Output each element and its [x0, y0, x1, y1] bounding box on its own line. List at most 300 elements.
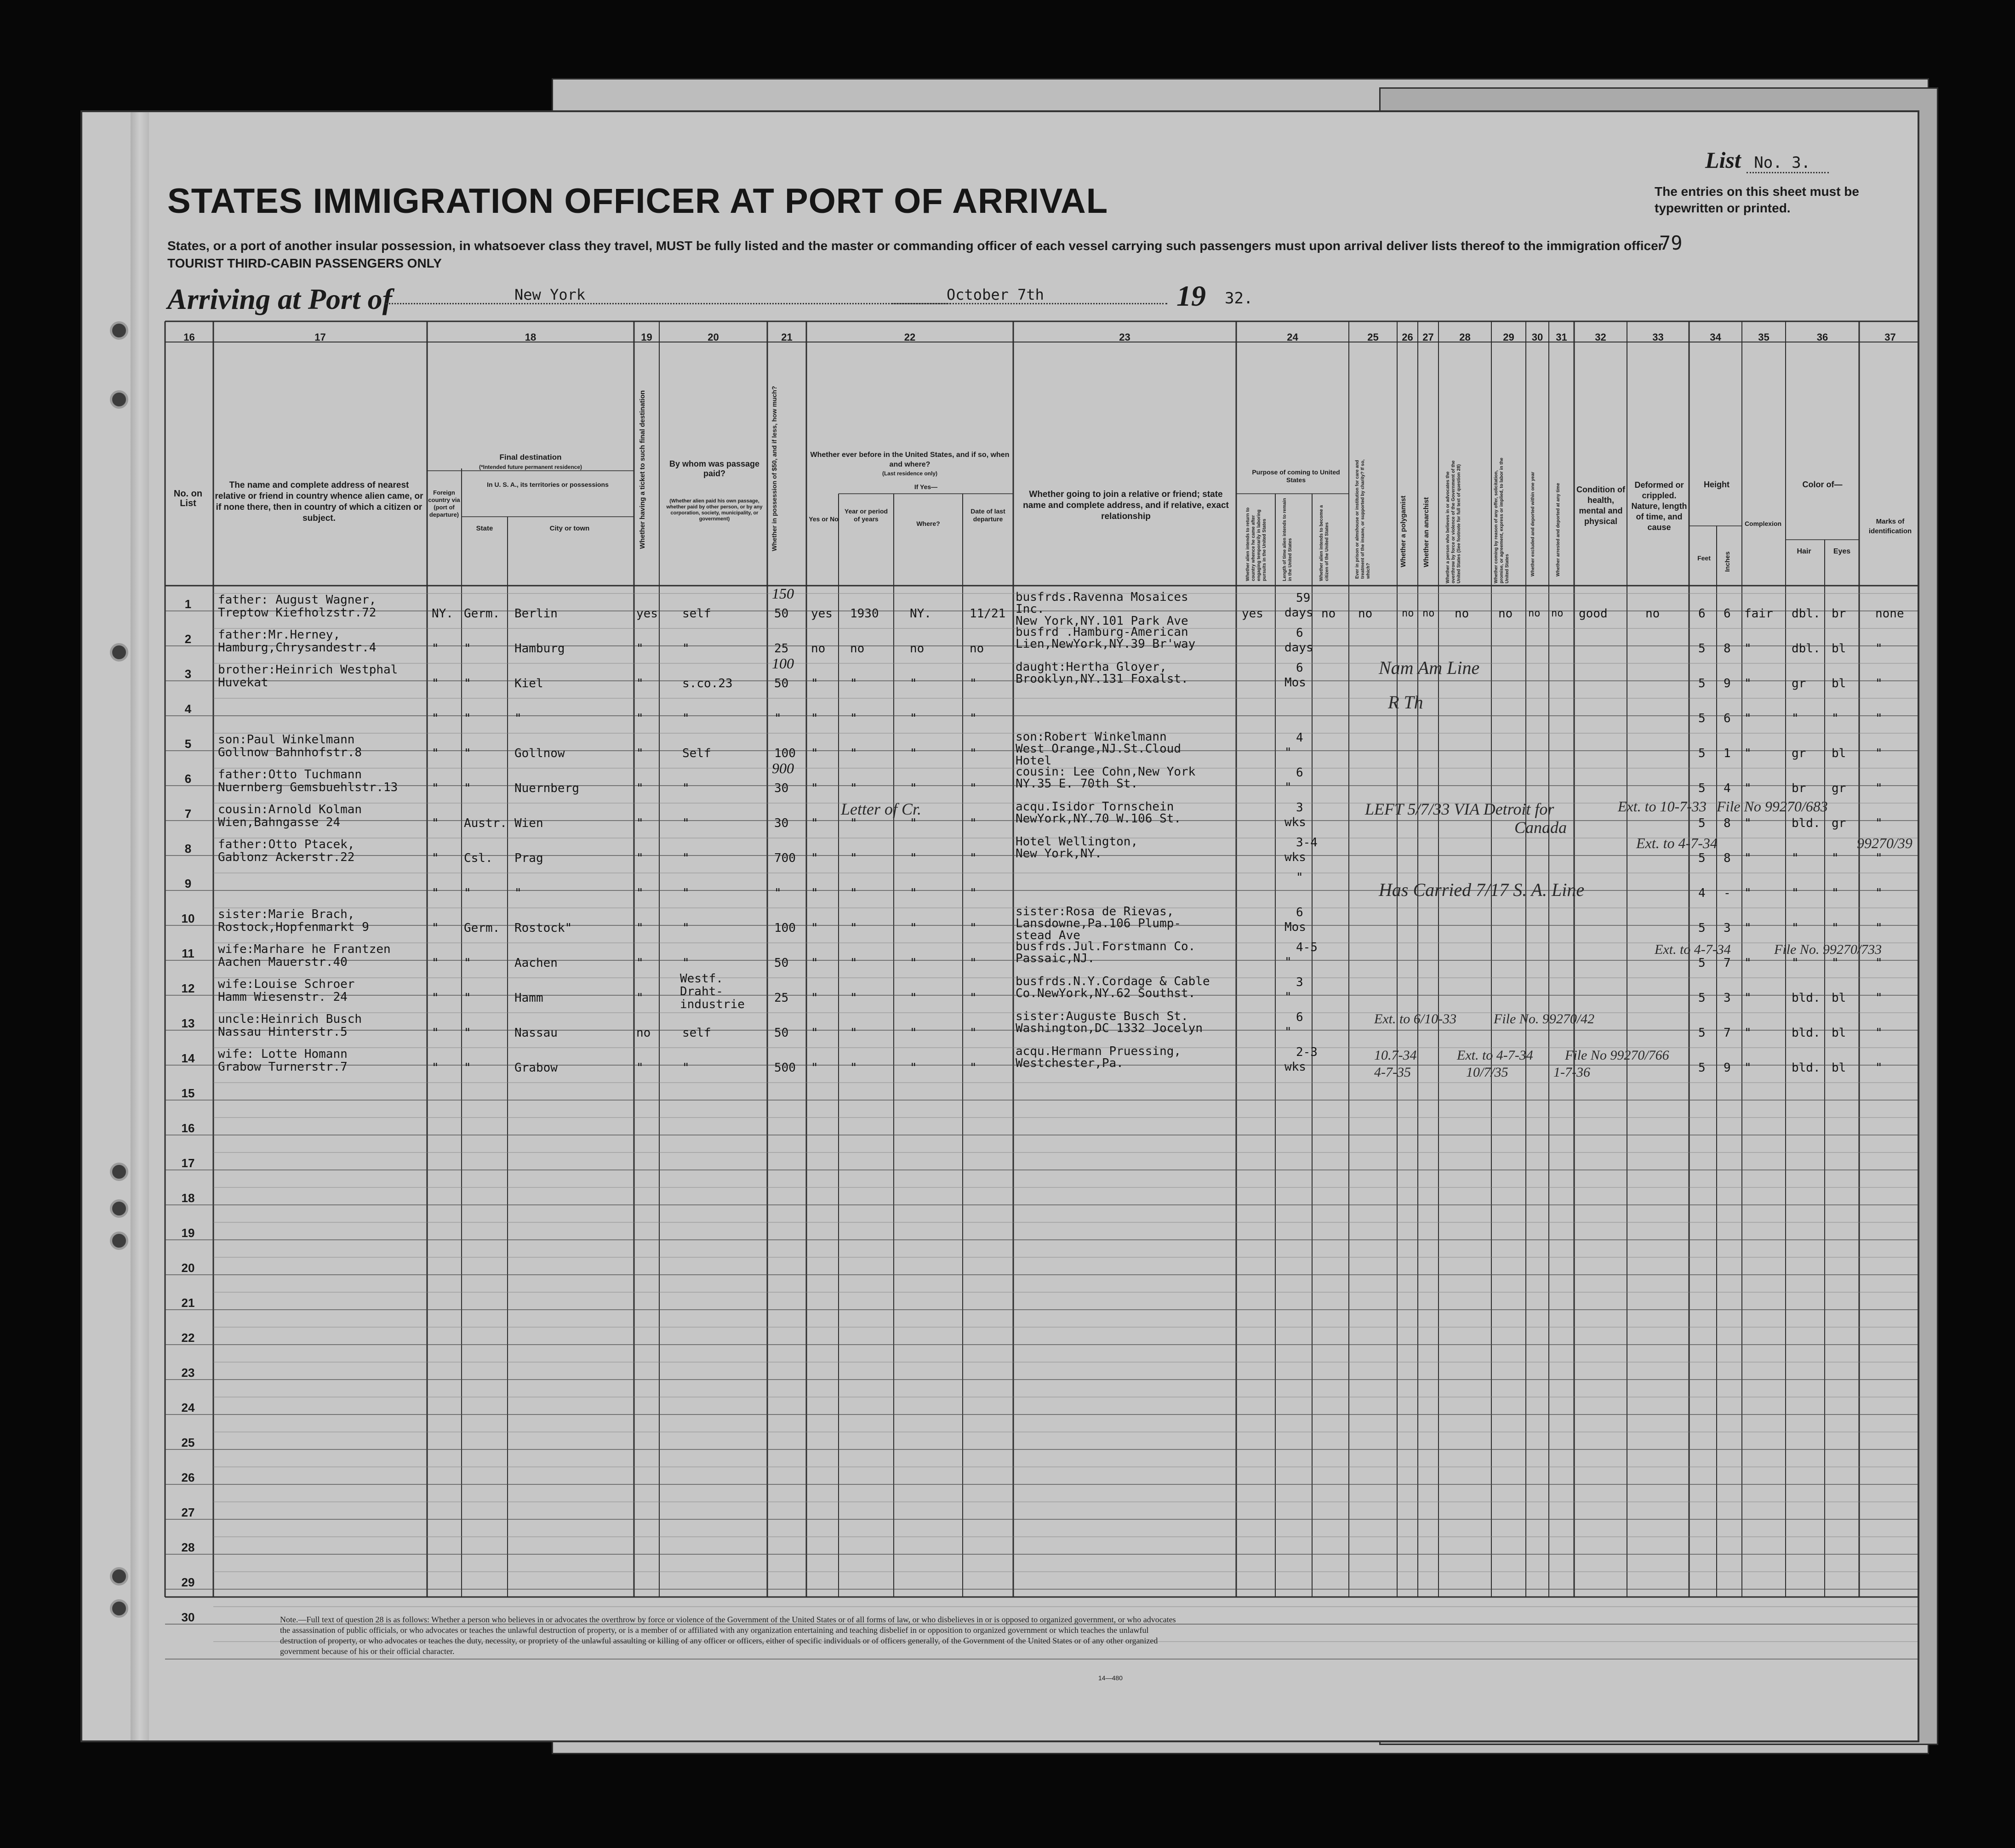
before-last-dep: no	[970, 642, 984, 656]
eyes: bl	[1832, 747, 1846, 760]
labor-offer: no	[1498, 607, 1513, 621]
header-before-note: (Last residence only)	[882, 470, 938, 477]
eyes: "	[1832, 851, 1839, 865]
dest-city: Prag	[514, 851, 543, 865]
height-inches: 8	[1724, 816, 1731, 830]
length-stay: 3-4	[1296, 836, 1318, 850]
handwritten-annotation: 10/7/35	[1466, 1065, 1508, 1080]
before-yes-no: "	[811, 816, 818, 830]
join-relative: busfrd .Hamburg-American	[1016, 625, 1188, 639]
handwritten-annotation: File No. 99270/42	[1494, 1011, 1595, 1027]
before-yes-no: "	[811, 1061, 818, 1075]
join-address: Lansdowne,Pa.106 Plump-	[1016, 917, 1182, 930]
row-number: 17	[181, 1156, 195, 1170]
row-number: 12	[181, 981, 195, 995]
relative-name: father:Otto Tuchmann	[218, 768, 362, 781]
length-stay: 59	[1296, 591, 1311, 605]
header-color: Color of—	[1802, 480, 1843, 489]
year-prefix: 19	[1176, 279, 1206, 312]
marks: "	[1875, 956, 1883, 970]
before-years: "	[850, 781, 857, 795]
dest-city: "	[514, 886, 522, 900]
eyes: "	[1832, 712, 1839, 725]
relative-address: Gollnow Bahnhofstr.8	[218, 746, 362, 759]
dest-state: Germ.	[464, 921, 500, 935]
row-number: 16	[181, 1121, 195, 1135]
complexion: "	[1744, 991, 1752, 1005]
citizen: no	[1321, 607, 1336, 621]
polygamist: no	[1402, 608, 1414, 619]
money: 50	[774, 607, 789, 621]
join-address: Hotel	[1016, 754, 1052, 768]
ticket: "	[636, 1061, 644, 1075]
money: 700	[774, 851, 796, 865]
handwritten-annotation: Nam Am Line	[1379, 657, 1480, 678]
before-years: "	[850, 712, 857, 725]
complexion: "	[1744, 956, 1752, 970]
header-in-usa: In U. S. A., its territories or possessions	[487, 481, 609, 488]
height-feet: 6	[1698, 607, 1706, 621]
marks: "	[1875, 642, 1883, 656]
before-yes-no: yes	[811, 607, 833, 621]
length-stay-unit: Mos	[1284, 676, 1306, 690]
row-number: 15	[181, 1086, 195, 1100]
ticket: yes	[636, 607, 658, 621]
length-stay-unit: days	[1284, 641, 1313, 655]
row-number: 19	[181, 1226, 195, 1240]
money-handwritten: 100	[772, 655, 794, 672]
ticket: "	[636, 921, 644, 935]
complexion: "	[1744, 712, 1752, 725]
dest-state: "	[464, 677, 471, 690]
header-health: Condition of health, mental and physical	[1576, 485, 1625, 526]
handwritten-annotation: R Th	[1388, 692, 1423, 713]
before-last-dep: "	[970, 816, 977, 830]
eyes: gr	[1832, 816, 1846, 830]
dest-state: "	[464, 991, 471, 1005]
complexion: "	[1744, 642, 1752, 656]
before-last-dep: "	[970, 956, 977, 970]
foreign-via: "	[432, 956, 439, 970]
length-stay: 3	[1296, 975, 1303, 989]
join-relative: acqu.Hermann Pruessing,	[1016, 1044, 1182, 1058]
dest-city: Hamburg	[514, 642, 565, 656]
column-number: 31	[1556, 331, 1567, 343]
ticket: "	[636, 956, 644, 970]
typewriter-note: The entries on this sheet must be typewritten or printed.	[1655, 184, 1859, 215]
foreign-via: "	[432, 851, 439, 865]
handwritten-annotation: 99270/39	[1857, 835, 1912, 851]
hair: gr	[1792, 677, 1806, 690]
relative-name: sister:Marie Brach,	[218, 907, 355, 921]
row-number: 14	[181, 1051, 195, 1065]
row-number: 29	[181, 1575, 195, 1589]
passage-paid: Draht-	[680, 985, 723, 998]
length-stay-unit: "	[1284, 990, 1292, 1004]
anarchist: no	[1422, 608, 1435, 619]
foreign-via: "	[432, 1061, 439, 1075]
header-anarchist: Whether an anarchist	[1422, 497, 1430, 567]
header-labor-offer: Whether coming by reason of any offer, solicitation, promise, or agreement, express or implied, to labor in the United States	[1494, 457, 1510, 583]
column-number: 28	[1459, 331, 1471, 343]
binding-hole	[110, 1567, 128, 1586]
header-ticket: Whether having a ticket to such final destination	[639, 390, 646, 549]
height-inches: 3	[1724, 921, 1731, 935]
passage-paid: "	[682, 712, 690, 725]
passage-paid: "	[682, 886, 690, 900]
handwritten-annotation: File No 99270/766	[1565, 1048, 1669, 1063]
before-where: "	[910, 747, 917, 760]
binding-hole	[110, 1199, 128, 1218]
relative-address: Huvekat	[218, 676, 268, 690]
handwritten-annotation: Canada	[1514, 818, 1567, 837]
row-number: 7	[184, 807, 192, 821]
height-feet: 5	[1698, 747, 1706, 760]
join-address: Westchester,Pa.	[1016, 1056, 1124, 1070]
height-inches: 7	[1724, 1026, 1731, 1040]
before-last-dep: "	[970, 712, 977, 725]
length-stay: "	[1296, 871, 1303, 884]
form-subtitle: States, or a port of another insular possession, in whatsoever class they travel, MUST be fully listed and the master or commanding officer of each vessel carrying such passengers must upon arrival deliver lists thereof to the immigration officer	[167, 239, 1663, 253]
marks: none	[1875, 607, 1904, 621]
footnote: Note.—Full text of question 28 is as follows: Whether a person who believes in or advocates the overthrow by force or violence of the Government of the United States or of all forms of law, or who disbelieves in or is opposed to organized government, or who advocates the assassination of public officials, or who advocates or teaches the unlawful destruction of property, or is a member of or affiliated with any organization entertaining and teaching disbelief in or opposition to organized government or which teaches the unlawful destruction of property, or who advocates or teaches the duty, necessity, or propriety of the unlawful assaulting or killing of any officer or officers, either of specific individuals or of officers generally, of the Government of the United States or of any other organized government because of his or their official character.	[280, 1615, 1176, 1656]
before-last-dep: 11/21	[970, 607, 1006, 621]
join-relative: busfrds.N.Y.Cordage & Cable	[1016, 975, 1210, 988]
foreign-via: "	[432, 677, 439, 690]
ticket: "	[636, 642, 644, 656]
length-stay: 3	[1296, 801, 1303, 815]
header-final-destination-note: (*Intended future permanent residence)	[479, 464, 582, 470]
row-number: 27	[181, 1506, 195, 1519]
before-last-dep: "	[970, 677, 977, 690]
header-money: Whether in possession of $50, and if less, how much?	[771, 386, 778, 551]
relative-address: Gablonz Ackerstr.22	[218, 850, 355, 864]
length-stay: 6	[1296, 906, 1303, 919]
column-number: 34	[1710, 331, 1721, 343]
passage-paid: self	[682, 1026, 711, 1040]
height-feet: 5	[1698, 1026, 1706, 1040]
join-address: New York,NY.101 Park Ave	[1016, 614, 1188, 628]
dest-state: "	[464, 886, 471, 900]
relative-name: wife:Louise Schroer	[218, 977, 355, 991]
column-number: 16	[183, 331, 195, 343]
header-relative: The name and complete address of nearest relative or friend in country whence alien came, or if none there, then in country of which a citizen or subject.	[215, 480, 423, 523]
handwritten-annotation: Ext. to 6/10-33	[1374, 1011, 1457, 1027]
money: 30	[774, 781, 789, 795]
height-feet: 5	[1698, 816, 1706, 830]
before-yes-no: "	[811, 956, 818, 970]
dest-city: Hamm	[514, 991, 543, 1005]
row-number: 25	[181, 1436, 195, 1449]
column-number: 22	[904, 331, 916, 343]
before-yes-no: no	[811, 642, 826, 656]
before-last-dep: "	[970, 851, 977, 865]
hair: bld.	[1792, 816, 1821, 830]
join-relative: cousin: Lee Cohn,New York	[1016, 765, 1196, 779]
complexion: "	[1744, 851, 1752, 865]
header-yes-no: Yes or No	[809, 515, 839, 523]
year-suffix: 32.	[1225, 289, 1253, 308]
dest-state: "	[464, 1061, 471, 1075]
column-number: 32	[1595, 331, 1606, 343]
hair: bld.	[1792, 1061, 1821, 1075]
return: yes	[1242, 607, 1263, 621]
before-yes-no: "	[811, 712, 818, 725]
eyes: "	[1832, 921, 1839, 935]
row-number: 9	[184, 877, 192, 890]
money: 50	[774, 956, 789, 970]
join-relative: sister:Auguste Busch St.	[1016, 1010, 1188, 1023]
complexion: "	[1744, 1061, 1752, 1075]
relative-name: wife:Marhare he Frantzen	[218, 942, 391, 956]
row-number: 1	[184, 597, 192, 611]
before-last-dep: "	[970, 747, 977, 760]
before-years: "	[850, 991, 857, 1005]
row-number: 30	[181, 1610, 195, 1624]
height-feet: 5	[1698, 677, 1706, 690]
foreign-via: "	[432, 921, 439, 935]
column-number: 17	[314, 331, 326, 343]
relative-address: Hamm Wiesenstr. 24	[218, 990, 348, 1004]
join-address: Passaic,NJ.	[1016, 952, 1095, 965]
header-excluded: Whether excluded and deported within one year	[1530, 472, 1536, 576]
eyes: br	[1832, 607, 1846, 621]
dest-city: "	[514, 712, 522, 725]
row-number: 6	[184, 772, 192, 786]
hair: gr	[1792, 747, 1806, 760]
hair: "	[1792, 956, 1799, 970]
length-stay-unit: days	[1284, 606, 1313, 620]
header-citizen-intent: Whether alien intends to become a citizen of the United States	[1319, 505, 1330, 581]
header-hair: Hair	[1797, 548, 1811, 555]
before-yes-no: "	[811, 747, 818, 760]
binding-hole	[110, 390, 128, 409]
before-where: "	[910, 991, 917, 1005]
height-inches: 1	[1724, 747, 1731, 760]
ticket: no	[636, 1026, 651, 1040]
before-where: "	[910, 781, 917, 795]
relative-name: father:Mr.Herney,	[218, 628, 341, 642]
hair: dbl.	[1792, 607, 1821, 621]
handwritten-annotation: Letter of Cr.	[841, 800, 922, 818]
passage-paid: Self	[682, 747, 711, 760]
dest-city: Grabow	[514, 1061, 558, 1075]
ticket: "	[636, 781, 644, 795]
money: 25	[774, 991, 789, 1005]
height-inches: 9	[1724, 677, 1731, 690]
header-last-departure: Date of last departure	[970, 508, 1005, 523]
eyes: gr	[1832, 781, 1846, 795]
dest-state: Csl.	[464, 851, 493, 865]
marks: "	[1875, 921, 1883, 935]
column-number: 21	[781, 331, 793, 343]
row-number: 2	[184, 632, 192, 646]
column-number: 18	[525, 331, 537, 343]
before-last-dep: "	[970, 886, 977, 900]
height-feet: 5	[1698, 642, 1706, 656]
before-years: "	[850, 1026, 857, 1040]
relative-address: Aachen Mauerstr.40	[218, 955, 348, 969]
hair: "	[1792, 921, 1799, 935]
length-stay: 6	[1296, 661, 1303, 675]
complexion: "	[1744, 886, 1752, 900]
before-where: "	[910, 886, 917, 900]
hair: bld.	[1792, 991, 1821, 1005]
dest-state: "	[464, 1026, 471, 1040]
height-feet: 5	[1698, 991, 1706, 1005]
hair: "	[1792, 886, 1799, 900]
header-passage-paid: By whom was passage paid?	[669, 459, 760, 478]
header-join-relative: Whether going to join a relative or friend; state name and complete address, and if relative, exact relationship	[1023, 490, 1229, 521]
before-last-dep: "	[970, 781, 977, 795]
before-years: no	[850, 642, 865, 656]
header-height: Height	[1704, 480, 1730, 489]
before-yes-no: "	[811, 677, 818, 690]
arrested: no	[1551, 608, 1564, 619]
before-last-dep: "	[970, 991, 977, 1005]
join-address: stead Ave	[1016, 929, 1080, 942]
header-before-in-us: Whether ever before in the United States, and if so, when and where?	[810, 451, 1010, 468]
dest-state: "	[464, 712, 471, 725]
eyes: bl	[1832, 1026, 1846, 1040]
before-where: "	[910, 956, 917, 970]
row-number: 26	[181, 1471, 195, 1484]
relative-name: brother:Heinrich Westphal	[218, 663, 398, 677]
money: 50	[774, 677, 789, 690]
money: 500	[774, 1061, 796, 1075]
ticket: "	[636, 816, 644, 830]
hair: br	[1792, 781, 1806, 795]
relative-address: Nassau Hinterstr.5	[218, 1025, 348, 1039]
height-feet: 5	[1698, 781, 1706, 795]
before-years: "	[850, 851, 857, 865]
prison: no	[1358, 607, 1373, 621]
money: 100	[774, 921, 796, 935]
before-last-dep: "	[970, 921, 977, 935]
row-number: 10	[181, 912, 195, 925]
handwritten-annotation: Ext. to 4-7-34	[1655, 942, 1731, 957]
handwritten-annotation: 4-7-35	[1374, 1065, 1411, 1080]
foreign-via: "	[432, 642, 439, 656]
header-purpose: Purpose of coming to United States	[1252, 468, 1340, 484]
join-relative: daught:Hertha Gloyer,	[1016, 660, 1167, 674]
handwritten-annotation: LEFT 5/7/33 VIA Detroit for	[1365, 800, 1554, 818]
row-number: 28	[181, 1540, 195, 1554]
relative-address: Rostock,Hopfenmarkt 9	[218, 920, 369, 934]
deformed: no	[1645, 607, 1660, 621]
height-inches: -	[1724, 886, 1731, 900]
header-city: City or town	[549, 525, 590, 532]
header-foreign-via: Foreign country via (port of departure)	[428, 489, 460, 518]
row-number: 5	[184, 737, 192, 751]
complexion: "	[1744, 921, 1752, 935]
before-years: "	[850, 956, 857, 970]
join-address: Co.NewYork,NY.62 Southst.	[1016, 987, 1196, 1000]
join-relative: acqu.Isidor Tornschein	[1016, 800, 1174, 814]
before-last-dep: "	[970, 1026, 977, 1040]
join-relative: busfrds.Jul.Forstmann Co.	[1016, 940, 1196, 953]
before-years: 1930	[850, 607, 879, 621]
form-title: STATES IMMIGRATION OFFICER AT PORT OF ARRIVAL	[167, 182, 1108, 221]
height-feet: 5	[1698, 956, 1706, 970]
row-number: 22	[181, 1331, 195, 1345]
money: "	[774, 886, 782, 900]
row-number: 4	[184, 702, 192, 716]
dest-state: Austr.	[464, 816, 507, 830]
row-number: 11	[182, 947, 194, 960]
relative-address: Grabow Turnerstr.7	[218, 1060, 348, 1074]
page-number: 79	[1659, 232, 1683, 254]
relative-address: Treptow Kiefholzstr.72	[218, 606, 377, 620]
complexion: fair	[1744, 607, 1773, 621]
length-stay-unit: wks	[1284, 1060, 1306, 1074]
column-number: 29	[1503, 331, 1514, 343]
join-address: NewYork,NY.70 W.106 St.	[1016, 812, 1182, 826]
before-years: "	[850, 816, 857, 830]
handwritten-annotation: 10.7-34	[1374, 1048, 1417, 1063]
class-line: TOURIST THIRD-CABIN PASSENGERS ONLY	[167, 256, 442, 270]
ticket: "	[636, 677, 644, 690]
length-stay: 6	[1296, 1010, 1303, 1024]
length-stay-unit: wks	[1284, 816, 1306, 829]
height-inches: 6	[1724, 607, 1731, 621]
binding-hole	[110, 1232, 128, 1250]
foreign-via: "	[432, 886, 439, 900]
form-number: 14—480	[1098, 1674, 1123, 1682]
port-value: New York	[514, 286, 586, 303]
passage-paid: s.co.23	[682, 677, 733, 690]
passage-paid: "	[682, 816, 690, 830]
complexion: "	[1744, 677, 1752, 690]
marks: "	[1875, 1026, 1883, 1040]
header-eyes: Eyes	[1833, 548, 1851, 555]
dest-state: "	[464, 781, 471, 795]
join-address: Inc.	[1016, 602, 1045, 616]
relative-name: son:Paul Winkelmann	[218, 733, 355, 747]
before-yes-no: "	[811, 886, 818, 900]
ticket: "	[636, 886, 644, 900]
before-years: "	[850, 921, 857, 935]
complexion: "	[1744, 747, 1752, 760]
join-address: NY.35 E. 70th St.	[1016, 777, 1138, 791]
passage-paid: industrie	[680, 998, 745, 1011]
arriving-label: Arriving at Port of	[167, 283, 392, 315]
before-yes-no: "	[811, 781, 818, 795]
before-where: "	[910, 1026, 917, 1040]
before-yes-no: "	[811, 851, 818, 865]
relative-address: Hamburg,Chrysandestr.4	[218, 641, 377, 655]
height-feet: 5	[1698, 712, 1706, 725]
complexion: "	[1744, 816, 1752, 830]
height-feet: 4	[1698, 886, 1706, 900]
length-stay-unit: "	[1284, 781, 1292, 794]
header-where: Where?	[916, 520, 940, 527]
length-stay-unit: "	[1284, 1025, 1292, 1039]
join-relative: busfrds.Ravenna Mosaices	[1016, 590, 1188, 604]
ticket: "	[636, 851, 644, 865]
dest-state: Germ.	[464, 607, 500, 621]
header-deformed: Deformed or crippled. Nature, length of time, and cause	[1631, 480, 1687, 532]
column-number: 33	[1652, 331, 1664, 343]
height-feet: 5	[1698, 1061, 1706, 1075]
marks: "	[1875, 1061, 1883, 1075]
dest-city: Wien	[514, 816, 543, 830]
handwritten-annotation: File No. 99270/733	[1774, 942, 1882, 957]
money: 30	[774, 816, 789, 830]
join-relative: son:Robert Winkelmann	[1016, 730, 1167, 744]
foreign-via: "	[432, 991, 439, 1005]
row-number: 18	[181, 1191, 195, 1205]
